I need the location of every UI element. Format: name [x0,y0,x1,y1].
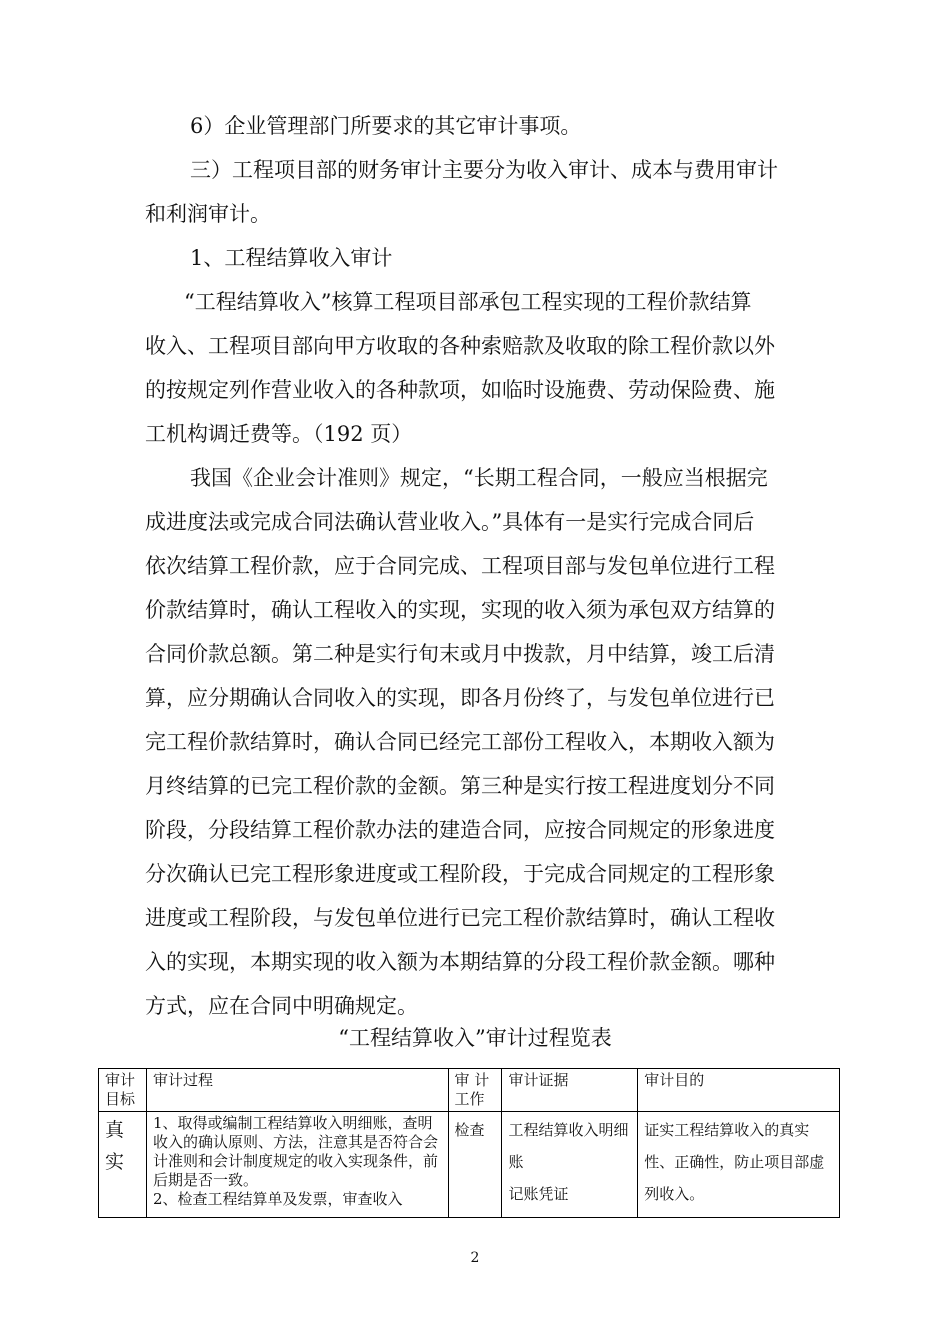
paragraph-line: 的按规定列作营业收入的各种款项，如临时设施费、劳动保险费、施 [145,378,775,402]
paragraph-line: 方式，应在合同中明确规定。 [145,994,418,1018]
paragraph-line: 工机构调迁费等。（192 页） [145,422,413,446]
goal-char: 真 [105,1119,125,1141]
paragraph-line: 进度或工程阶段，与发包单位进行已完工程价款结算时，确认工程收 [145,906,775,930]
paragraph-line: 和利润审计。 [145,202,271,226]
paragraph-line: 完工程价款结算时，确认合同已经完工部份工程收入，本期收入额为 [145,730,775,754]
paragraph-line: 6）企业管理部门所要求的其它审计事项。 [190,114,582,138]
table-header-row [99,1069,840,1112]
paragraph-line: 算，应分期确认合同收入的实现，即各月份终了，与发包单位进行已 [145,686,775,710]
header-evidence: 审计证据 [502,1069,638,1112]
audit-table [98,1068,840,1218]
goal-char: 实 [105,1151,125,1173]
paragraph-line: 入的实现，本期实现的收入额为本期结算的分段工程价款金额。哪种 [145,950,775,974]
header-work: 审 计工作 [448,1069,502,1112]
evidence-item: 工程结算收入明细账 [508,1121,629,1171]
paragraph-line: 价款结算时，确认工程收入的实现，实现的收入须为承包双方结算的 [145,598,775,622]
paragraph-line: 阶段，分段结算工程价款办法的建造合同，应按合同规定的形象进度 [145,818,775,842]
section-heading: 1、工程结算收入审计 [190,246,393,270]
cell-evidence [502,1112,638,1218]
process-step: 2、检查工程结算单及发票，审查收入 [152,1190,403,1208]
table-row [99,1112,840,1218]
evidence-item: 记账凭证 [508,1185,569,1203]
header-goal: 审计目标 [99,1069,147,1112]
process-step: 1、取得或编制工程结算收入明细账，查明收入的确认原则、方法，注意其是否符合会计准则和会计制度规定的收入实现条件，前后期是否一致。 [152,1114,438,1189]
paragraph-line: 三）工程项目部的财务审计主要分为收入审计、成本与费用审计 [190,158,778,182]
paragraph-line: 我国《企业会计准则》规定，“长期工程合同，一般应当根据完 [190,466,768,490]
paragraph-line: 月终结算的已完工程价款的金额。第三种是实行按工程进度划分不同 [145,774,775,798]
page-number: 2 [470,1250,480,1266]
header-process: 审计过程 [146,1069,448,1112]
table-title: “工程结算收入”审计过程览表 [338,1026,612,1050]
cell-goal [99,1112,147,1218]
cell-purpose: 证实工程结算收入的真实性、正确性，防止项目部虚列收入。 [638,1112,840,1218]
cell-work: 检查 [448,1112,502,1218]
paragraph-line: 成进度法或完成合同法确认营业收入。”具体有一是实行完成合同后 [145,510,755,534]
cell-process [146,1112,448,1218]
header-purpose: 审计目的 [638,1069,840,1112]
paragraph-line: 合同价款总额。第二种是实行旬末或月中拨款，月中结算，竣工后清 [145,642,775,666]
paragraph-line: “工程结算收入”核算工程项目部承包工程实现的工程价款结算 [184,290,752,314]
paragraph-line: 收入、工程项目部向甲方收取的各种索赔款及收取的除工程价款以外 [145,334,775,358]
paragraph-line: 分次确认已完工程形象进度或工程阶段，于完成合同规定的工程形象 [145,862,775,886]
paragraph-line: 依次结算工程价款，应于合同完成、工程项目部与发包单位进行工程 [145,554,775,578]
